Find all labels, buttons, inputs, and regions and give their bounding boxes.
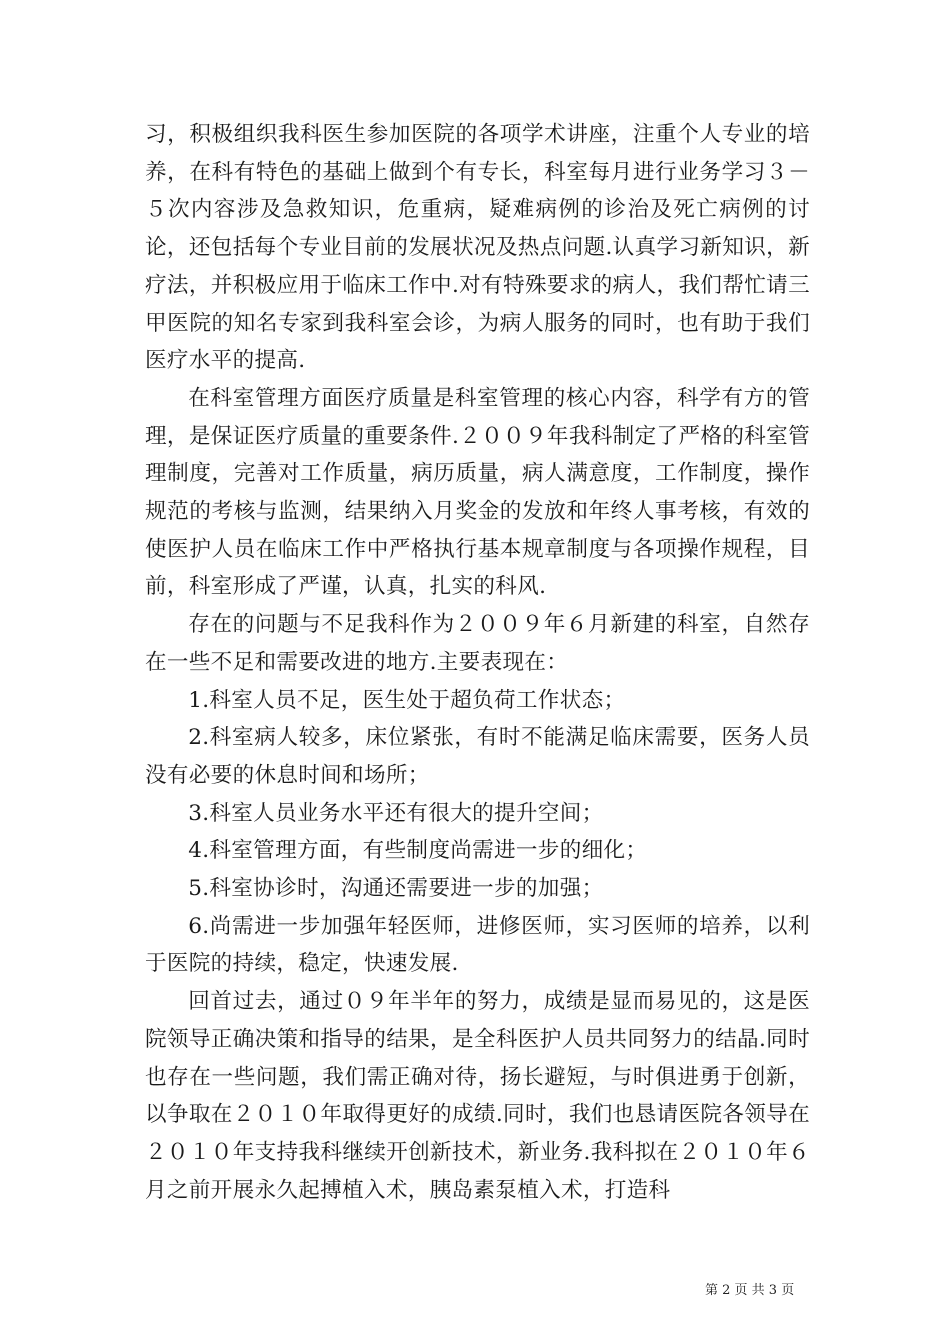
paragraph-review: 回首过去，通过０９年半年的努力，成绩是显而易见的，这是医院领导正确决策和指导的结果，是全科医护人员共同努力的结晶.同时也存在一些问题，我们需正确对待，扬长避短，与时俱进勇于创新，以争取在２０１０年取得更好的成绩.同时，我们也恳请医院各领导在２０１０年支持我科继续开创新技术，新业务.我科拟在２０１０年６月之前开展永久起搏植入术，胰岛素泵植入术，打造科 (145, 989, 810, 1203)
list-item-6: 6.尚需进一步加强年轻医师，进修医师，实习医师的培养，以利于医院的持续，稳定，快速发展. (145, 913, 810, 977)
list-item-4: 4.科室管理方面，有些制度尚需进一步的细化； (188, 838, 648, 864)
paragraph-continued: 习，积极组织我科医生参加医院的各项学术讲座，注重个人专业的培养，在科有特色的基础上做到个有专长，科室每月进行业务学习３－５次内容涉及急救知识，危重病，疑难病例的诊治及死亡病例的讨论，还包括每个专业目前的发展状况及热点问题.认真学习新知识，新疗法，并积极应用于临床工作中.对有特殊要求的病人，我们帮忙请三甲医院的知名专家到我科室会诊，为病人服务的同时，也有助于我们医疗水平的提高. (145, 122, 810, 374)
document-body (145, 116, 810, 1209)
paragraph-management: 在科室管理方面医疗质量是科室管理的核心内容，科学有方的管理，是保证医疗质量的重要条件.２００９年我科制定了严格的科室管理制度，完善对工作质量，病历质量，病人满意度，工作制度，操作规范的考核与监测，结果纳入月奖金的发放和年终人事考核，有效的使医护人员在临床工作中严格执行基本规章制度与各项操作规程，目前，科室形成了严谨，认真，扎实的科风. (145, 385, 810, 600)
paragraph-problems-intro: 存在的问题与不足我科作为２００９年６月新建的科室，自然存在一些不足和需要改进的地方.主要表现在： (145, 612, 810, 675)
list-item-1: 1.科室人员不足，医生处于超负荷工作状态； (188, 687, 626, 713)
list-item-3: 3.科室人员业务水平还有很大的提升空间； (188, 800, 604, 826)
page-number-footer: 第 2 页 共 3 页 (705, 1283, 795, 1298)
list-item-5: 5.科室协诊时，沟通还需要进一步的加强； (188, 876, 604, 902)
list-item-2: 2.科室病人较多，床位紧张，有时不能满足临床需要，医务人员没有必要的休息时间和场所； (145, 725, 810, 788)
